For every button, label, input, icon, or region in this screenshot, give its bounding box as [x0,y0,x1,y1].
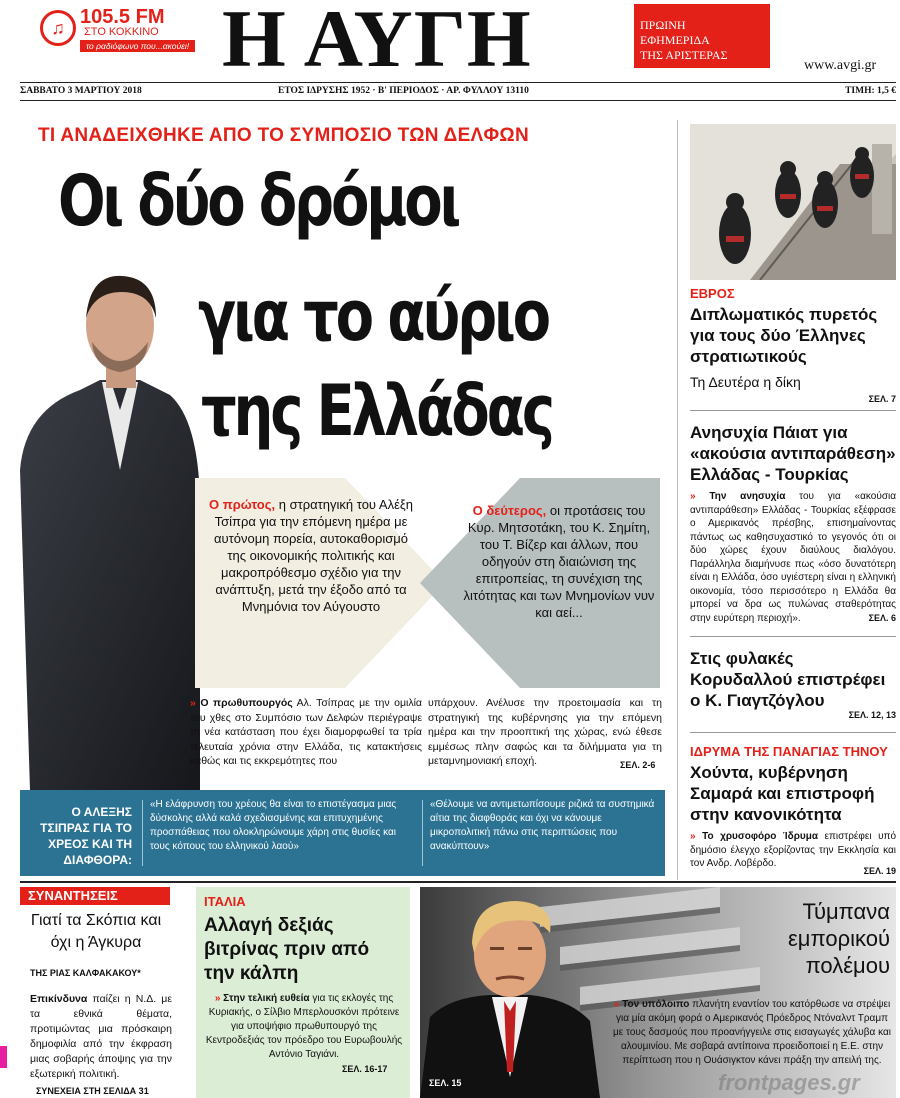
tagline-box [634,4,770,68]
pyatt-headline[interactable]: Ανησυχία Πάιατ για «ακούσια αντιπαράθεση» Ελλάδας - Τουρκίας [690,423,896,484]
main-kicker: ΤΙ ΑΝΑΔΕΙΧΘΗΚΕ ΑΠΟ ΤΟ ΣΥΜΠΟΣΙΟ ΤΩΝ ΔΕΛΦΩΝ [38,125,529,146]
pyatt-page-ref[interactable]: ΣΕΛ. 6 [868,613,896,623]
column-divider [677,120,678,880]
chevron-right-icon: » [613,999,623,1010]
trade-war-lead: Τον υπόλοιπο [622,999,690,1010]
soldiers-photo [690,124,896,280]
second-path-text [460,502,658,621]
chevron-right-icon: » [690,491,710,502]
tinos-body [690,830,896,871]
italy-headline[interactable]: Αλλαγή δεξιάς βιτρίνας πριν από την κάλπη [204,915,370,984]
tagline-line-3: ΤΗΣ ΑΡΙΣΤΕΡΑΣ [640,48,728,62]
main-page-ref[interactable]: ΣΕΛ. 2-6 [620,760,656,770]
trade-war-page-ref[interactable]: ΣΕΛ. 15 [429,1078,462,1088]
evros-kicker: ΕΒΡΟΣ [690,286,735,301]
first-path-body: η στρατηγική του Αλέξη Τσίπρα για την επόμενη ημέρα με αυτόνομη πορεία, αυτοκαθορισμό της οικονομικής πολιτικής και μακροπρόθεσμο σχέδιο για την ανάπτυξη, μετά την έξοδο από τα Μνημόνια τον Αύγουστο [213,497,413,614]
quote-divider [422,800,423,866]
second-path-lead: Ο δεύτερος, [472,503,547,518]
radio-microphone-icon: ♫ [40,10,76,46]
tagline-line-2: ΕΦΗΜΕΡΙΔΑ [640,33,710,47]
main-body-text-1: Αλ. Τσίπρας με την ομιλία του χθες στο Συμπόσιο των Δελφών περιέγραψε τη νέα κατάσταση που έχει διαμορφωθεί τα τρία τελευταία χρόνια στην Ελλάδα, τις κατακτήσεις καθώς και τις εκκρεμότητες που [190,697,422,767]
italy-body [204,992,404,1062]
korydallos-page-ref[interactable]: ΣΕΛ. 12, 13 [848,710,896,720]
radio-station: ΣΤΟ ΚΟΚΚΙΝΟ [84,26,159,38]
main-body-lead: Ο πρωθυπουργός [200,697,293,709]
tinos-text: επιστρέφει υπό δημόσιο έλεγχο εξορίζοντας την Εκκλησία και τον Ανδρ. Λοβέρδο. [690,831,897,869]
evros-subhead: Τη Δευτέρα η δίκη [690,374,801,390]
quote-band-label: Ο ΑΛΕΞΗΣ ΤΣΙΠΡΑΣ ΓΙΑ ΤΟ ΧΡΕΟΣ ΚΑΙ ΤΗ ΔΙΑΦΘΟΡΑ: [40,805,132,867]
quote-divider [142,800,143,866]
italy-text: για τις εκλογές της Κυριακής, ο Σίλβιο Μπερλουσκόνι πρότεινε για υποψήφιο πρωθυπουργό της Κεντροδεξιάς τον πρόεδρο του Ευρωβουλής Αντόνιο Ταγιάνι. [205,993,403,1060]
trade-war-text: πλανήτη εναντίον του κατόρθωσε να στρέψει για μία ακόμη φορά ο Αμερικανός Πρόεδρος Ντόναλντ Τραμπ με τους δασμούς που προανήγγειλε στις εισαγωγές χάλυβα και αλουμινίου. Με σοβαρά αντίποινα προειδοποιεί η Ε.Ε. στην περίπτωση που η Ουάσιγκτον κάνει πράξη την απειλή της. [613,999,891,1066]
italy-kicker: ΙΤΑΛΙΑ [204,894,246,909]
tinos-lead: Το χρυσοφόρο Ίδρυμα [702,831,818,842]
tinos-page-ref[interactable]: ΣΕΛ. 19 [863,866,896,876]
tinos-kicker: ΙΔΡΥΜΑ ΤΗΣ ΠΑΝΑΓΙΑΣ ΤΗΝΟΥ [690,744,888,759]
meetings-section-label: ΣΥΝΑΝΤΗΣΕΙΣ [20,887,170,905]
chevron-right-icon: » [214,993,224,1004]
story-divider [690,636,896,637]
issue-date: ΣΑΒΒΑΤΟ 3 ΜΑΡΤΙΟΥ 2018 [20,86,142,96]
evros-page-ref[interactable]: ΣΕΛ. 7 [868,394,896,404]
main-headline-line-3[interactable]: της Ελλάδας [201,370,552,452]
chevron-right-icon: » [190,697,201,709]
quote-corruption: «Θέλουμε να αντιμετωπίσουμε ριζικά τα συστημικά αίτια της διαφθοράς και όχι να κάνουμε μικροπολιτική πάνω στις περιπτώσεις που ανακύπτουν» [430,799,655,852]
trade-war-headline[interactable]: Τύμπανα εμπορικού πολέμου [788,899,890,978]
issue-info: ΕΤΟΣ ΙΔΡΥΣΗΣ 1952 · Β' ΠΕΡΙΟΔΟΣ · ΑΡ. ΦΥΛΛΟΥ 13110 [278,86,529,96]
first-path-lead: Ο πρώτος, [209,497,276,512]
newspaper-title: Η ΑΥΓΗ [222,0,532,84]
italy-page-ref[interactable]: ΣΕΛ. 16-17 [342,1064,388,1074]
italy-lead: Στην τελική ευθεία [223,993,310,1004]
bottom-divider [20,881,896,883]
issue-price: ΤΙΜΗ: 1,5 € [845,86,896,96]
evros-headline[interactable]: Διπλωματικός πυρετός για τους δύο Έλληνες στρατιωτικούς [690,305,878,366]
watermark: frontpages.gr [718,1070,860,1095]
story-divider [690,410,896,411]
prime-minister-photo [20,270,200,790]
pyatt-lead: Την ανησυχία [709,491,786,502]
first-path-text [205,496,417,615]
pyatt-body [690,490,896,625]
trade-war-body [612,998,892,1068]
tagline-line-1: ΠΡΩΙΝΗ [640,18,686,32]
tinos-headline[interactable]: Χούντα, κυβέρνηση Σαμαρά και επιστροφή στην κανονικότητα [690,763,875,824]
main-body-column-2: υπάρχουν. Ανέλυσε την προετοιμασία και τη στρατηγική της κυβέρνησης για την επόμενη ημέρα και την προοπτική της χώρας, ενώ έθεσε εμμέσως πλην σαφώς και τα διλήμματα για τη μεταμνημονιακή εποχή. [428,697,662,767]
skopje-author: ΤΗΣ ΡΙΑΣ ΚΑΛΦΑΚΑΚΟΥ* [30,968,141,978]
skopje-headline[interactable]: Γιατί τα Σκόπια και όχι η Άγκυρα [30,912,162,951]
story-divider [690,732,896,733]
date-bar [20,82,896,101]
chevron-right-icon: » [690,831,703,842]
second-path-body: οι προτάσεις του Κυρ. Μητσοτάκη, του Κ. Σημίτη, του Τ. Βίζερ και άλλων, που οδηγούν στη διαιώνιση της επιτροπείας, τη συνέχιση της λιτότητας και των Μνημονίων νυν και αεί... [463,503,655,620]
pyatt-text: του για «ακούσια αντιπαράθεση» Ελλάδας - Τουρκίας εξέφρασε ο Αμερικανός πρέσβης, επισημαίνοντας πάντως ως καθησυχαστικό το γεγονός ότι οι δύο χώρες έχουν διαύλους διαλόγου. Παράλληλα διαμήνυσε πως «όσο δυνατότερη είναι η Ελλάδα, όσο υγιέστερη είναι η ελληνική οικονομία, τόσο περισσότερο η Ελλάδα θα μπορεί να δρα ως πυλώνας σταθερότητας στην ευρύτερη περιοχή». [690,491,896,624]
main-headline-line-1[interactable]: Οι δύο δρόμοι [58,160,459,242]
skopje-text: παίζει η Ν.Δ. με τα εθνικά θέματα, προτιμώντας μια πρόσκαιρη δημοφιλία από την έκφραση μιας σοβαρής άποψης για την εξωτερική πολιτική. [30,993,172,1080]
skopje-continued[interactable]: ΣΥΝΕΧΕΙΑ ΣΤΗ ΣΕΛΙΔΑ 31 [36,1086,149,1096]
skopje-lead: Επικίνδυνα [30,993,88,1005]
main-body-column-1 [190,696,422,769]
quote-debt: «Η ελάφρυνση του χρέους θα είναι το επιστέγασμα μιας δύσκολης αλλά καλά σχεδιασμένης και επιτυχημένης προσπάθειας που ολοκληρώνουμε χάρη στις θυσίες και τους κόπους του ελληνικού λαού» [150,799,397,852]
skopje-body [30,992,172,1082]
radio-slogan: το ραδιόφωνο που...ακούει! [80,40,195,52]
side-color-tab [0,1046,7,1068]
site-url-link[interactable]: www.avgi.gr [804,58,877,73]
radio-badge[interactable] [40,4,190,54]
main-headline-line-2[interactable]: για το αύριο [198,275,548,357]
korydallos-headline[interactable]: Στις φυλακές Κορυδαλλού επιστρέφει ο Κ. Γιαγτζόγλου [690,649,886,710]
radio-frequency: 105.5 FM [80,6,165,28]
